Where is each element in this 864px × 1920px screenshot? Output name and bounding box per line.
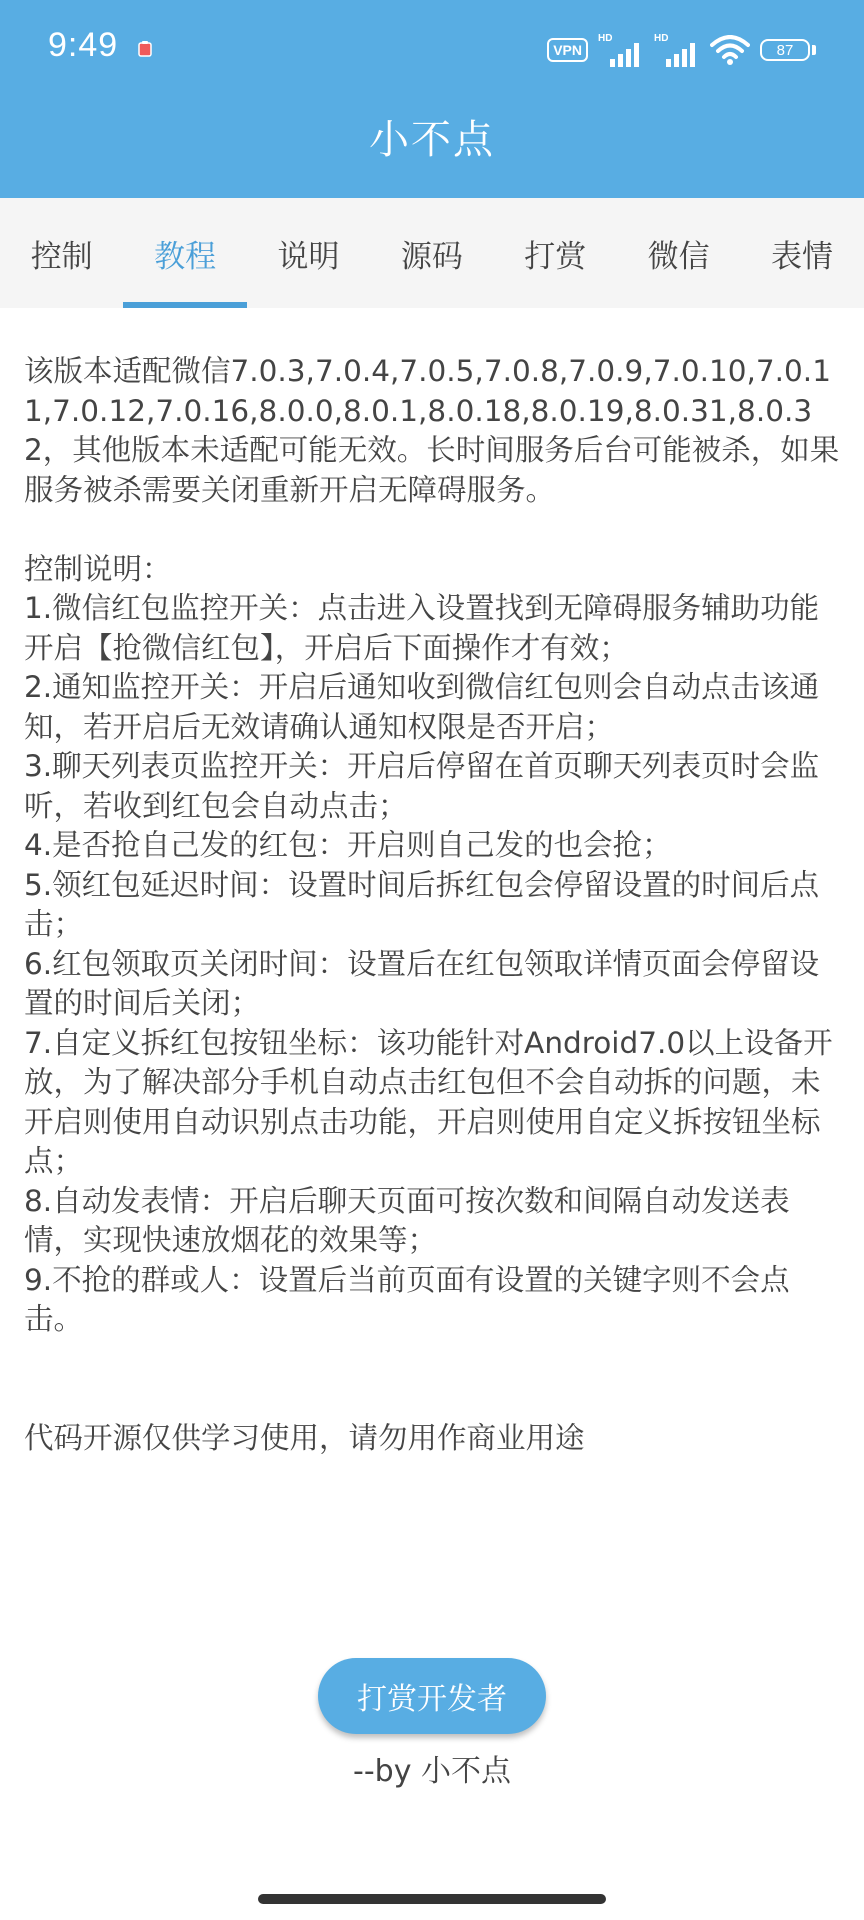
tab-control[interactable]: 控制 [30,238,93,275]
page-title: 小不点 [369,117,495,163]
battery-icon [760,39,816,61]
tab-bar [0,198,864,308]
instruction-item: 1.微信红包监控开关：点击进入设置找到无障碍服务辅助功能开启【抢微信红包】，开启后下面操作才有效； [24,591,820,665]
donate-developer-button[interactable]: 打赏开发者 [318,1658,546,1734]
status-time: 9:49 [48,26,119,64]
app-header [0,0,864,198]
tab-stickers[interactable]: 表情 [771,238,834,275]
instruction-item: 5.领红包延迟时间：设置时间后拆红包会停留设置的时间后点击； [24,867,820,941]
battery-level: 87 [760,39,810,61]
signal-icon [654,33,700,67]
instruction-item: 4.是否抢自己发的红包：开启则自己发的也会抢； [24,828,672,862]
tab-source-code[interactable]: 源码 [400,238,463,275]
section-title: 控制说明： [24,551,172,586]
tab-donate[interactable]: 打赏 [524,238,587,275]
instruction-item: 6.红包领取页关闭时间：设置后在红包领取详情页面会停留设置的时间后关闭； [24,946,820,1020]
signal-hd-label: HD [654,33,669,44]
tutorial-content [24,352,844,1458]
status-icons [547,30,816,70]
instruction-item: 7.自定义拆红包按钮坐标：该功能针对Android7.0以上设备开放，为了解决部分手机自动点击红包但不会自动拆的问题，未开启则使用自动识别点击功能，开启则使用自定义拆按钮坐标点； [24,1025,833,1178]
intro-text: 该版本适配微信7.0.3,7.0.4,7.0.5,7.0.8,7.0.9,7.0.10,7.0.11,7.0.12,7.0.16,8.0.0,8.0.1,8.0.18,8.0.19,8.0.31,8.0.32，其他版本未适配可能无效。长时间服务后台可能被杀，如果服务被杀需要关闭重新开启无障碍服务。 [24,354,840,507]
instruction-item: 8.自动发表情：开启后聊天页面可按次数和间隔自动发送表情，实现快速放烟花的效果等； [24,1183,790,1257]
author-credit: --by 小不点 [353,1754,511,1789]
status-bar [0,0,864,100]
notification-icon [136,40,154,58]
instruction-item: 9.不抢的群或人：设置后当前页面有设置的关键字则不会点击。 [24,1262,790,1336]
instruction-item: 3.聊天列表页监控开关：开启后停留在首页聊天列表页时会监听，若收到红包会自动点击； [24,749,820,823]
tab-tutorial[interactable]: 教程 [123,198,246,308]
instruction-item: 2.通知监控开关：开启后通知收到微信红包则会自动点击该通知，若开启后无效请确认通知权限是否开启； [24,670,820,744]
vpn-icon: VPN [547,38,588,62]
home-indicator[interactable] [258,1894,606,1904]
signal-hd-label: HD [598,33,613,44]
tab-wechat[interactable]: 微信 [647,238,710,275]
disclaimer-text: 代码开源仅供学习使用，请勿用作商业用途 [24,1420,585,1455]
wifi-icon [710,35,750,65]
tab-instructions[interactable]: 说明 [277,238,340,275]
signal-icon [598,33,644,67]
